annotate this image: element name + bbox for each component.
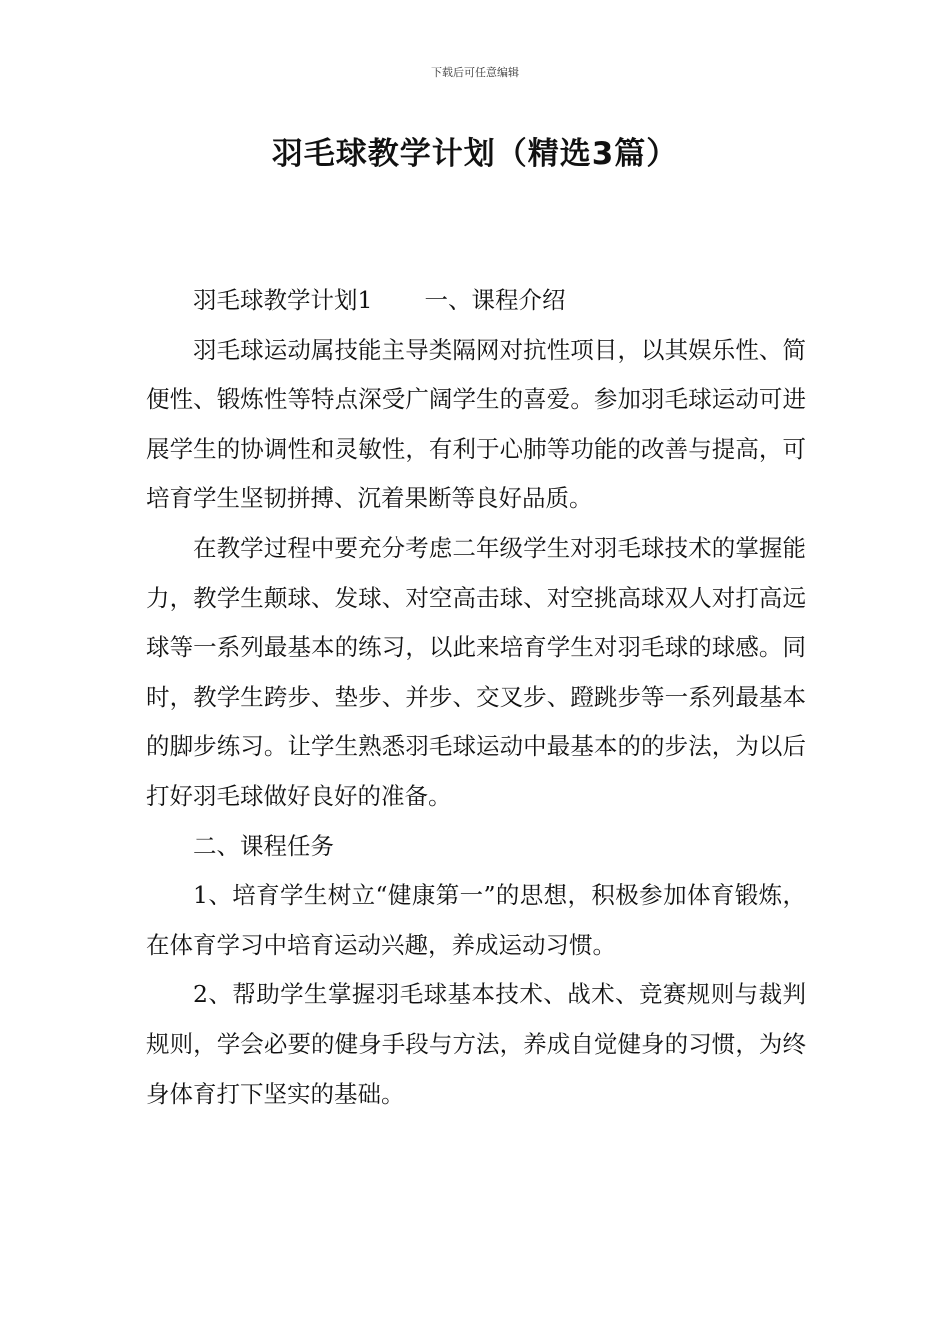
- paragraph-task-1: 1、培育学生树立“健康第一”的思想，积极参加体育锻炼，在体育学习中培育运动兴趣，养成运动习惯。: [146, 881, 806, 959]
- section-label: 羽毛球教学计划1: [193, 286, 373, 314]
- document-body: [146, 276, 806, 1119]
- paragraph-teaching: 在教学过程中要充分考虑二年级学生对羽毛球技术的掌握能力，教学生颠球、发球、对空高击球、对空挑高球双人对打高远球等一系列最基本的练习，以此来培育学生对羽毛球的球感。同时，教学生跨步、垫步、并步、交叉步、蹬跳步等一系列最基本的脚步练习。让学生熟悉羽毛球运动中最基本的的步法，为以后打好羽毛球做好良好的准备。: [146, 533, 806, 810]
- header-note: 下载后可任意编辑: [431, 66, 519, 79]
- paragraph-task-heading: 二、课程任务: [193, 831, 334, 860]
- document-title: 羽毛球教学计划（精选3篇）: [271, 136, 679, 172]
- paragraph-intro: 羽毛球运动属技能主导类隔网对抗性项目，以其娱乐性、简便性、锻炼性等特点深受广阔学生的喜爱。参加羽毛球运动可进展学生的协调性和灵敏性，有利于心肺等功能的改善与提高，可培育学生坚韧拼搏、沉着果断等良好品质。: [146, 335, 806, 513]
- section-subheading: 一、课程介绍: [424, 286, 566, 314]
- paragraph-task-2: 2、帮助学生掌握羽毛球基本技术、战术、竞赛规则与裁判规则，学会必要的健身手段与方法，养成自觉健身的习惯，为终身体育打下坚实的基础。: [146, 980, 806, 1108]
- section-heading: [146, 276, 806, 326]
